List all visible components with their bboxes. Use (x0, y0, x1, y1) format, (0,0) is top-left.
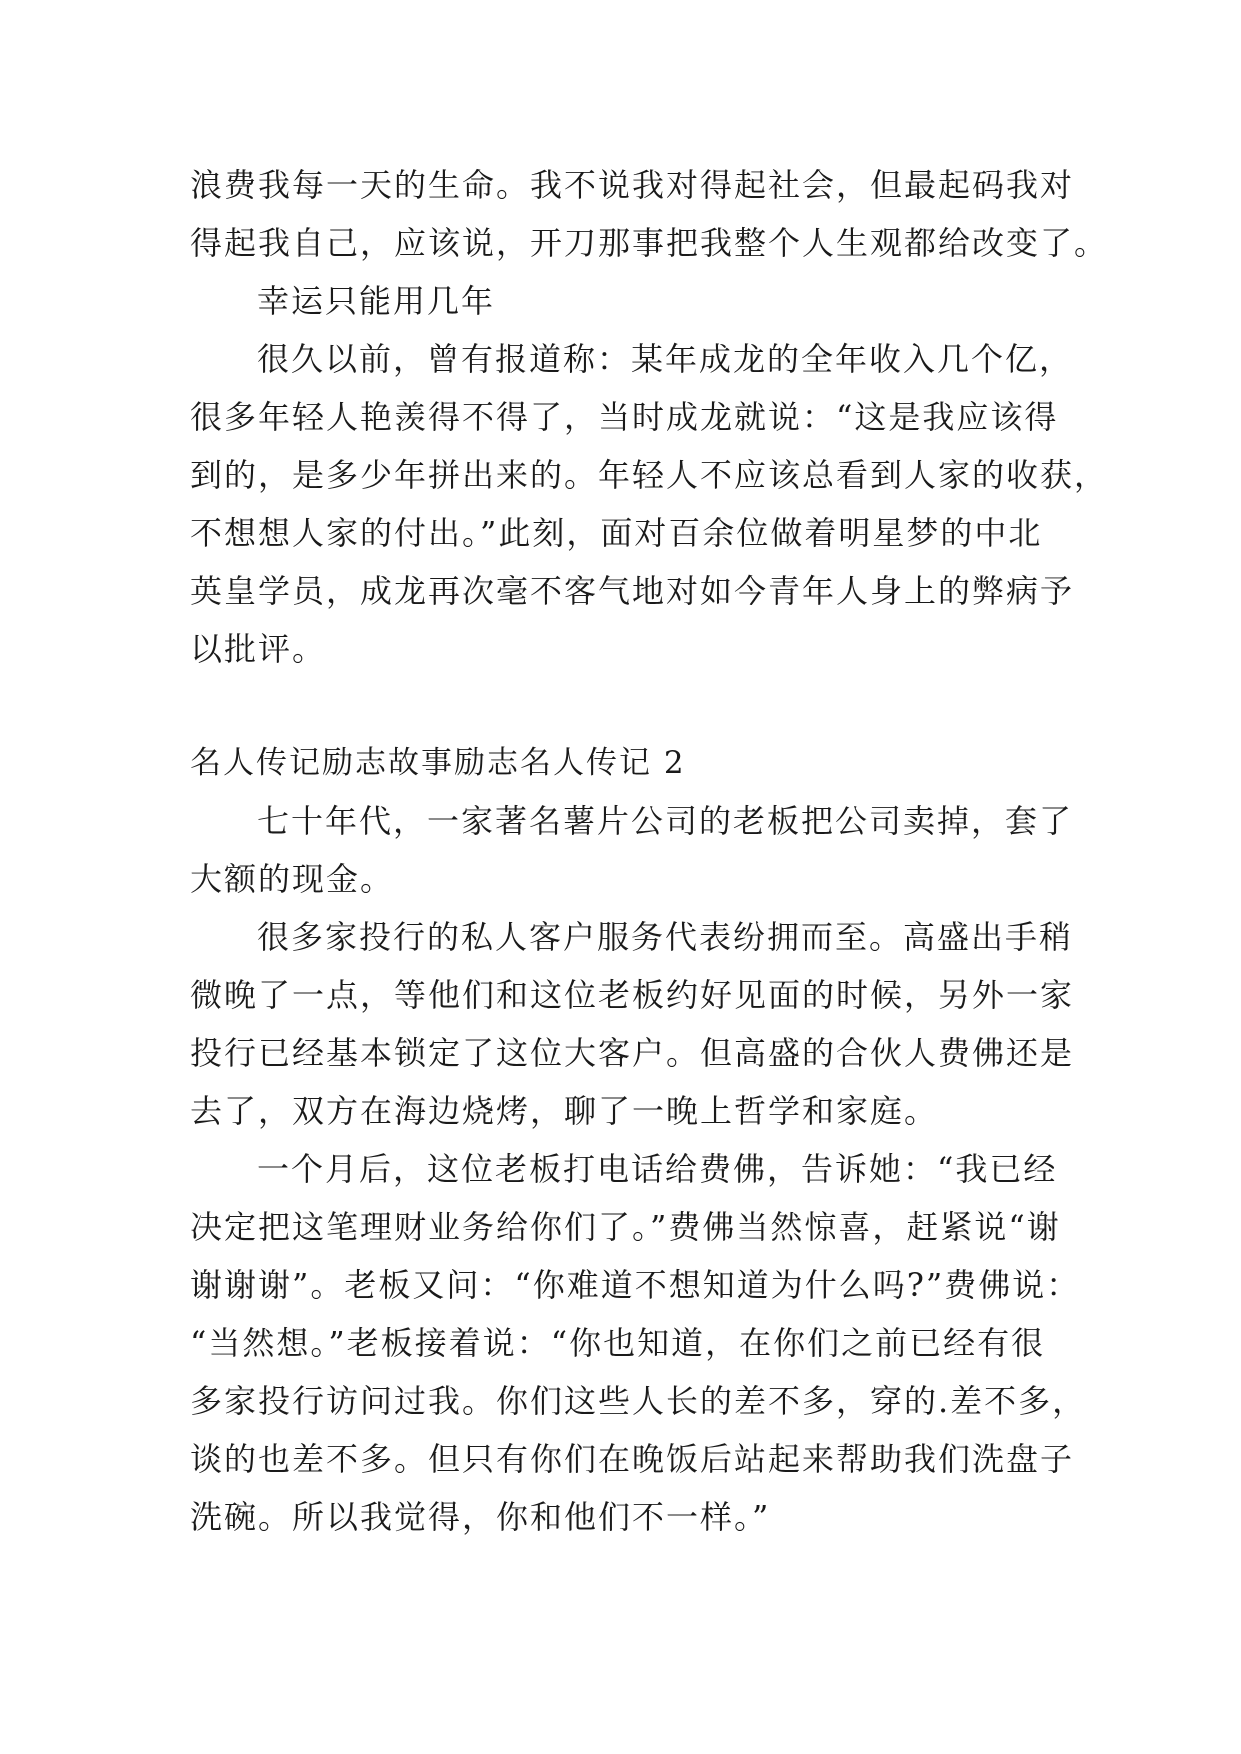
body-text-line: 很多家投行的私人客户服务代表纷拥而至。高盛出手稍 (257, 918, 1074, 956)
body-text-line: 去了，双方在海边烧烤，聊了一晚上哲学和家庭。 (190, 1092, 939, 1130)
body-text-line: 以批评。 (190, 630, 327, 668)
body-text-line: 浪费我每一天的生命。我不说我对得起社会，但最起码我对 (190, 166, 1075, 204)
section-heading: 幸运只能用几年 (257, 282, 496, 320)
body-text-line: 谈的也差不多。但只有你们在晚饭后站起来帮助我们洗盘子 (190, 1440, 1075, 1478)
body-text-line: 一个月后，这位老板打电话给费佛，告诉她：“我已经 (257, 1150, 1058, 1188)
body-text-line: 多家投行访问过我。你们这些人长的差不多，穿的.差不多， (190, 1382, 1087, 1420)
body-text-line: 谢谢谢”。老板又问：“你难道不想知道为什么吗?”费佛说： (190, 1266, 1081, 1304)
body-text-line: 微晚了一点，等他们和这位老板约好见面的时候，另外一家 (190, 976, 1075, 1014)
body-text-line: 大额的现金。 (190, 860, 395, 898)
body-text-line: 得起我自己，应该说，开刀那事把我整个人生观都给改变了。 (190, 224, 1109, 262)
body-text-line: 洗碗。所以我觉得，你和他们不一样。” (190, 1498, 771, 1536)
body-text-line: 七十年代，一家著名薯片公司的老板把公司卖掉，套了 (257, 802, 1074, 840)
body-text-line: 决定把这笔理财业务给你们了。”费佛当然惊喜，赶紧说“谢 (190, 1208, 1061, 1246)
body-text-line: 投行已经基本锁定了这位大客户。但高盛的合伙人费佛还是 (190, 1034, 1075, 1072)
body-text-line: 很多年轻人艳羡得不得了，当时成龙就说：“这是我应该得 (190, 398, 1059, 436)
body-text-line: 到的，是多少年拼出来的。年轻人不应该总看到人家的收获， (190, 456, 1109, 494)
body-text-line: “当然想。”老板接着说：“你也知道，在你们之前已经有很 (190, 1324, 1046, 1362)
body-text-line: 很久以前，曾有报道称：某年成龙的全年收入几个亿， (257, 340, 1074, 378)
body-text-line: 英皇学员，成龙再次毫不客气地对如今青年人身上的弊病予 (190, 572, 1075, 610)
body-text-line: 不想想人家的付出。”此刻，面对百余位做着明星梦的中北 (190, 514, 1043, 552)
article-title: 名人传记励志故事励志名人传记 2 (190, 745, 686, 781)
